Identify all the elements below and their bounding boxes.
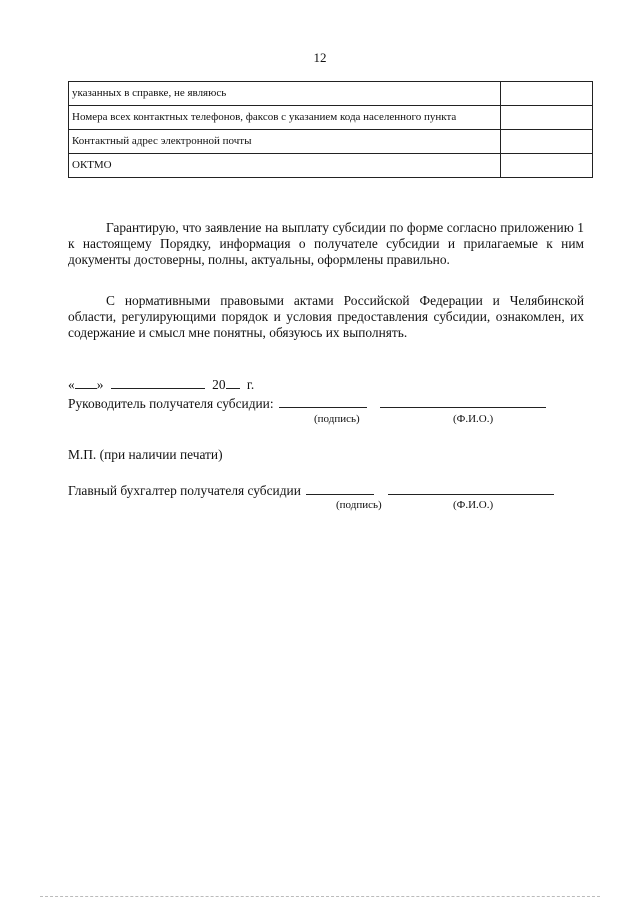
date-open-quote: « bbox=[68, 377, 75, 392]
table-row bbox=[69, 154, 593, 178]
table-row-label: ОКТМО bbox=[69, 154, 501, 178]
accountant-signature-blank bbox=[306, 483, 374, 495]
accountant-name-hint: (Ф.И.О.) bbox=[453, 499, 494, 511]
table-row bbox=[69, 82, 593, 106]
head-signature-line bbox=[68, 396, 546, 412]
head-name-hint: (Ф.И.О.) bbox=[453, 413, 494, 425]
head-signature-hint: (подпись) bbox=[314, 413, 360, 425]
accountant-name-blank bbox=[388, 483, 554, 495]
stamp-label: М.П. (при наличии печати) bbox=[68, 447, 223, 462]
date-line bbox=[68, 377, 254, 393]
year-suffix: г. bbox=[246, 377, 255, 392]
accountant-signature-hint: (подпись) bbox=[336, 499, 382, 511]
accountant-signature-line bbox=[68, 483, 554, 499]
head-label: Руководитель получателя субсидии: bbox=[68, 396, 274, 411]
scan-edge-rule bbox=[40, 896, 600, 897]
table-row-label: Номера всех контактных телефонов, факсов с указанием кода населенного пункта bbox=[69, 106, 501, 130]
accountant-label: Главный бухгалтер получателя субсидии bbox=[68, 483, 301, 498]
head-name-blank bbox=[380, 396, 546, 408]
guarantee-paragraph: Гарантирую, что заявление на выплату субсидии по форме согласно приложению 1 к настоящему Порядку, информация о получателе субсидии и прилагаемые к ним документы достоверны, полны, актуальны, оформлены правильно. bbox=[68, 220, 584, 267]
page-number: 12 bbox=[313, 50, 327, 65]
head-signature-blank bbox=[279, 396, 367, 408]
table-row-value bbox=[501, 154, 593, 178]
month-blank bbox=[111, 377, 205, 389]
table-row bbox=[69, 130, 593, 154]
table-row-value bbox=[501, 82, 593, 106]
table-row-label: Контактный адрес электронной почты bbox=[69, 130, 501, 154]
year-blank bbox=[226, 377, 240, 389]
day-blank bbox=[75, 377, 97, 389]
date-close-quote: » bbox=[96, 377, 104, 392]
table-row-value bbox=[501, 130, 593, 154]
info-table bbox=[68, 81, 593, 178]
table-row-value bbox=[501, 106, 593, 130]
table-row bbox=[69, 106, 593, 130]
acknowledgement-paragraph: С нормативными правовыми актами Российской Федерации и Челябинской области, регулирующими порядок и условия предоставления субсидии, ознакомлен, их содержание и смысл мне понятны, обязуюсь их выполнять. bbox=[68, 293, 584, 340]
year-prefix: 20 bbox=[212, 377, 226, 392]
table-row-label: указанных в справке, не являюсь bbox=[69, 82, 501, 106]
